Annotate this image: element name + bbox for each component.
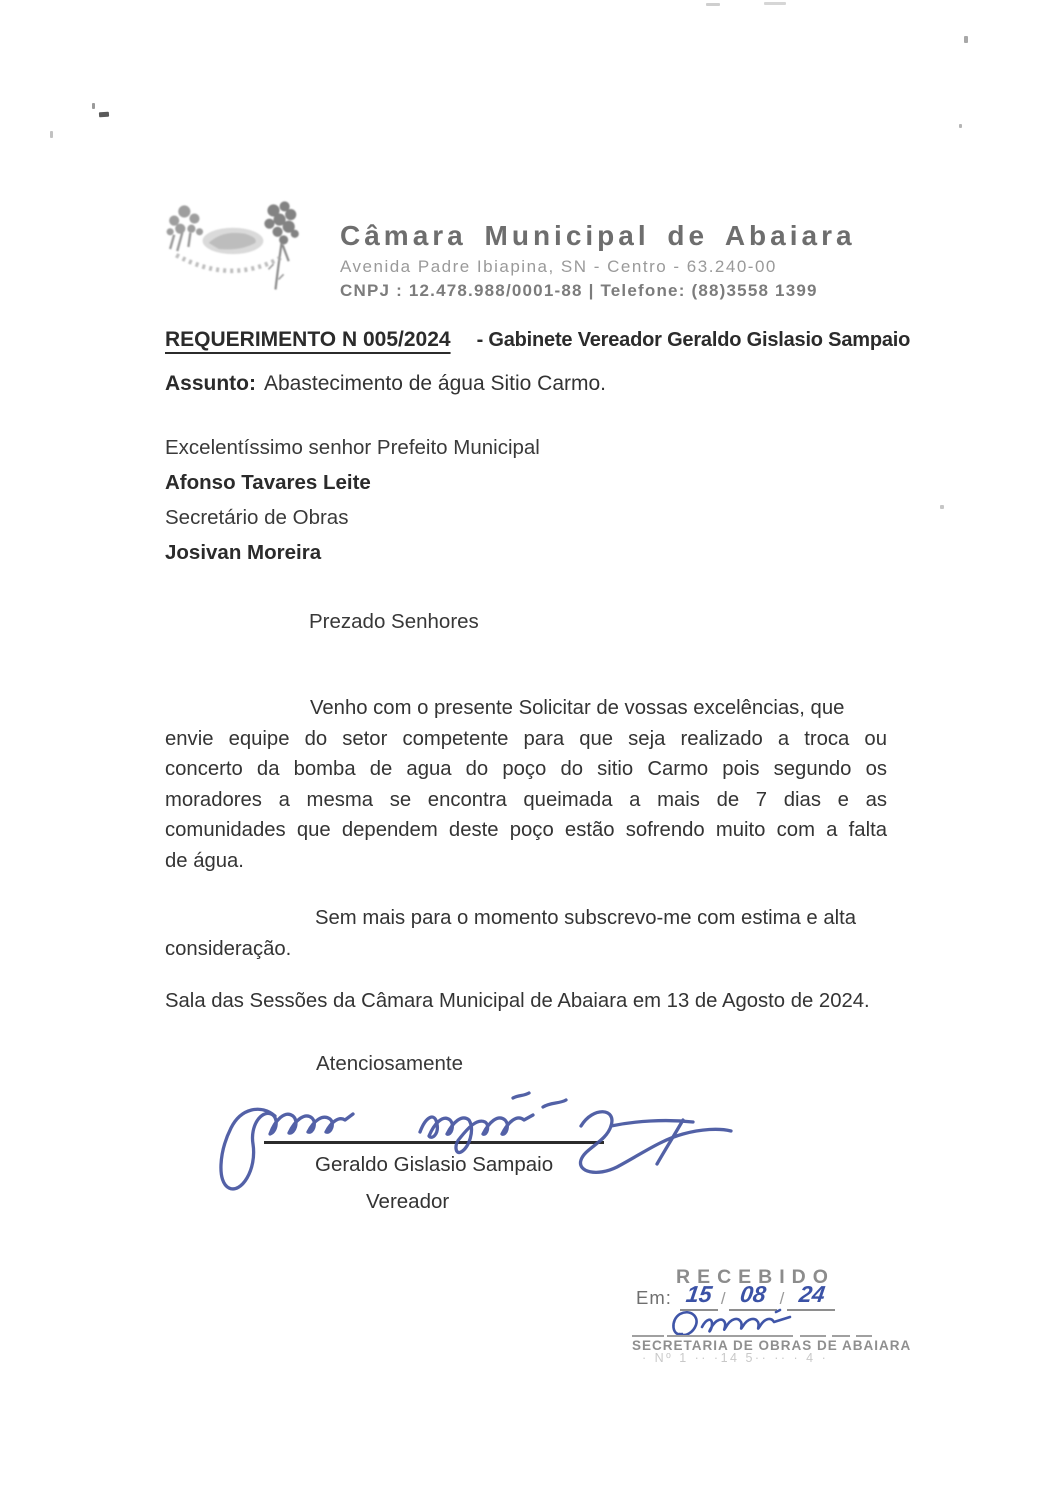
scan-speck [964,36,968,43]
date-day-field: 15 [680,1283,718,1311]
salutation: Prezado Senhores [309,610,479,633]
recipient-name: Afonso Tavares Leite [165,471,371,494]
requerimento-number: REQUERIMENTO N 005/2024 [165,328,451,351]
date-year-field: 24 [787,1283,835,1311]
subject-line [165,372,606,396]
org-name: Câmara Municipal de Abaiara [340,220,856,251]
em-label: Em: [636,1287,672,1308]
scan-speck [959,124,962,128]
recipients-block [165,430,540,570]
logo-left-tree [167,205,203,235]
stamp-office-line: SECRETARIA DE OBRAS DE ABAIARA [632,1338,912,1353]
body-line: Sem mais para o momento subscrevo-me com estima e alta [315,907,857,929]
body-line: moradores a mesma se encontra queimada a mais de 7 dias e as [165,788,887,811]
body-line: de água. [165,849,244,872]
org-address: Avenida Padre Ibiapina, SN - Centro - 63.240-00 [340,257,777,276]
date-separator: / [720,1289,726,1308]
signer-name: Geraldo Gislasio Sampaio [315,1153,554,1176]
subject-label: Assunto: [165,372,256,395]
signature-image [213,1086,743,1196]
body-paragraph-2 [165,903,887,964]
letterhead-text [340,198,856,301]
scan-speck [940,505,944,509]
requerimento-heading [165,328,910,352]
logo-center-emblem [203,228,264,254]
body-paragraph-1 [165,693,887,876]
signer-title: Vereador [366,1190,450,1213]
recipient-line: Excelentíssimo senhor Prefeito Municipal [165,436,540,459]
stamp-signature-line [856,1335,872,1337]
date-month-field: 08 [729,1283,777,1311]
stamp-signature-line [832,1335,850,1337]
scan-speck [706,3,720,6]
stamp-signature-line [800,1335,826,1337]
date-separator: / [779,1289,785,1308]
recipient-name: Josivan Moreira [165,541,322,564]
body-line: Venho com o presente Solicitar de vossas excelências, que [310,697,845,719]
closing-regards: Atenciosamente [316,1052,464,1075]
scan-speck [92,103,95,109]
received-stamp-label: RECEBIDO [676,1266,835,1288]
scan-speck [764,2,786,5]
gabinete-label: - Gabinete Vereador Geraldo Gislasio Sampaio [476,329,911,351]
logo-arc-text [176,255,281,271]
body-line: consideração. [165,937,292,960]
stamp-footer-faint-line: · Nº 1 ·· ·14 5·· ·· · 4 · [642,1351,829,1365]
org-cnpj-phone: CNPJ : 12.478.988/0001-88 | Telefone: (88)3558 1399 [340,281,818,300]
body-line: comunidades que dependem deste poço estão sofrendo muito com a falta [165,819,887,841]
stamp-signature-line [632,1335,664,1337]
letterhead [160,198,856,301]
received-date-row [636,1283,835,1311]
subject-text: Abastecimento de água Sitio Carmo. [264,372,607,395]
body-line: concerto da bomba de agua do poço do sitio Carmo pois segundo os [165,758,887,780]
logo-right-tree [264,201,298,244]
body-line: envie equipe do setor competente para que seja realizado a troca ou [165,727,887,750]
municipal-coat-of-arms-logo [160,198,312,300]
session-line: Sala das Sessões da Câmara Municipal de Abaiara em 13 de Agosto de 2024. [165,990,870,1012]
stamp-signature-line [667,1335,793,1337]
recipient-line: Secretário de Obras [165,506,349,529]
scan-speck [50,131,53,138]
scan-speck [99,112,109,118]
